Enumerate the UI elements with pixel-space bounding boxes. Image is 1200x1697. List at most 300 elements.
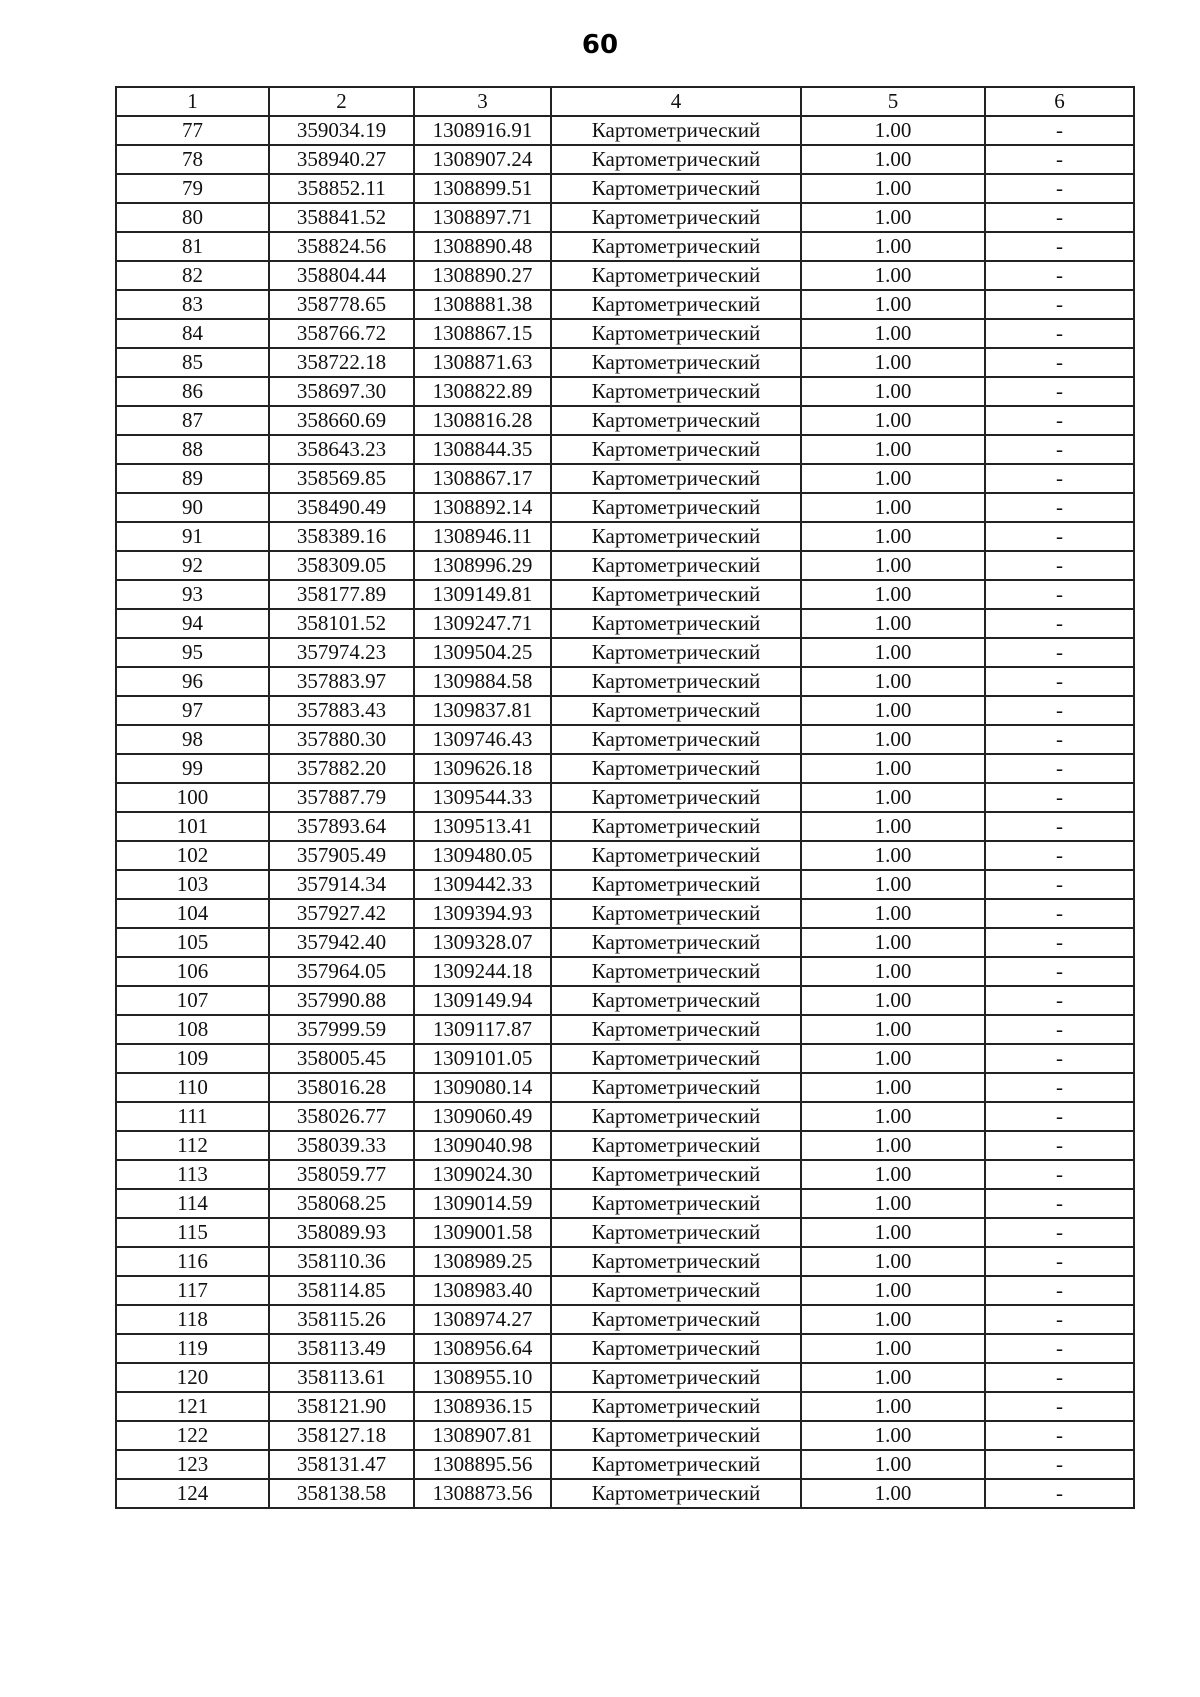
description-cell: - — [985, 1131, 1134, 1160]
point-number-cell: 83 — [116, 290, 269, 319]
y-coordinate-cell: 1308822.89 — [414, 377, 551, 406]
description-cell: - — [985, 1392, 1134, 1421]
accuracy-cell: 1.00 — [801, 1479, 985, 1508]
description-cell: - — [985, 290, 1134, 319]
table-row — [116, 1044, 1134, 1073]
method-cell: Картометрический — [551, 1218, 801, 1247]
y-coordinate-cell: 1308867.17 — [414, 464, 551, 493]
accuracy-cell: 1.00 — [801, 406, 985, 435]
point-number-cell: 98 — [116, 725, 269, 754]
table-row — [116, 696, 1134, 725]
y-coordinate-cell: 1309442.33 — [414, 870, 551, 899]
accuracy-cell: 1.00 — [801, 1363, 985, 1392]
description-cell: - — [985, 928, 1134, 957]
x-coordinate-cell: 358101.52 — [269, 609, 414, 638]
table-row — [116, 725, 1134, 754]
table-row — [116, 609, 1134, 638]
point-number-cell: 123 — [116, 1450, 269, 1479]
x-coordinate-cell: 358177.89 — [269, 580, 414, 609]
description-cell: - — [985, 1276, 1134, 1305]
point-number-cell: 96 — [116, 667, 269, 696]
description-cell: - — [985, 1073, 1134, 1102]
x-coordinate-cell: 358852.11 — [269, 174, 414, 203]
table-row — [116, 870, 1134, 899]
description-cell: - — [985, 841, 1134, 870]
x-coordinate-cell: 357905.49 — [269, 841, 414, 870]
column-header-5: 5 — [801, 87, 985, 116]
point-number-cell: 101 — [116, 812, 269, 841]
table-row — [116, 1334, 1134, 1363]
x-coordinate-cell: 358121.90 — [269, 1392, 414, 1421]
accuracy-cell: 1.00 — [801, 1334, 985, 1363]
description-cell: - — [985, 551, 1134, 580]
accuracy-cell: 1.00 — [801, 812, 985, 841]
description-cell: - — [985, 261, 1134, 290]
x-coordinate-cell: 357887.79 — [269, 783, 414, 812]
description-cell: - — [985, 754, 1134, 783]
y-coordinate-cell: 1309060.49 — [414, 1102, 551, 1131]
x-coordinate-cell: 358766.72 — [269, 319, 414, 348]
method-cell: Картометрический — [551, 348, 801, 377]
y-coordinate-cell: 1309247.71 — [414, 609, 551, 638]
point-number-cell: 90 — [116, 493, 269, 522]
accuracy-cell: 1.00 — [801, 1305, 985, 1334]
x-coordinate-cell: 357883.97 — [269, 667, 414, 696]
x-coordinate-cell: 358309.05 — [269, 551, 414, 580]
method-cell: Картометрический — [551, 1160, 801, 1189]
accuracy-cell: 1.00 — [801, 232, 985, 261]
point-number-cell: 114 — [116, 1189, 269, 1218]
y-coordinate-cell: 1309117.87 — [414, 1015, 551, 1044]
table-row — [116, 957, 1134, 986]
table-row — [116, 493, 1134, 522]
accuracy-cell: 1.00 — [801, 522, 985, 551]
x-coordinate-cell: 358016.28 — [269, 1073, 414, 1102]
x-coordinate-cell: 358697.30 — [269, 377, 414, 406]
point-number-cell: 92 — [116, 551, 269, 580]
point-number-cell: 112 — [116, 1131, 269, 1160]
description-cell: - — [985, 1334, 1134, 1363]
accuracy-cell: 1.00 — [801, 1102, 985, 1131]
accuracy-cell: 1.00 — [801, 928, 985, 957]
point-number-cell: 115 — [116, 1218, 269, 1247]
description-cell: - — [985, 986, 1134, 1015]
point-number-cell: 121 — [116, 1392, 269, 1421]
description-cell: - — [985, 464, 1134, 493]
x-coordinate-cell: 357999.59 — [269, 1015, 414, 1044]
accuracy-cell: 1.00 — [801, 1015, 985, 1044]
description-cell: - — [985, 232, 1134, 261]
point-number-cell: 113 — [116, 1160, 269, 1189]
description-cell: - — [985, 174, 1134, 203]
accuracy-cell: 1.00 — [801, 435, 985, 464]
method-cell: Картометрический — [551, 899, 801, 928]
accuracy-cell: 1.00 — [801, 899, 985, 928]
column-header-3: 3 — [414, 87, 551, 116]
table-row — [116, 406, 1134, 435]
description-cell: - — [985, 725, 1134, 754]
point-number-cell: 107 — [116, 986, 269, 1015]
point-number-cell: 119 — [116, 1334, 269, 1363]
description-cell: - — [985, 116, 1134, 145]
point-number-cell: 82 — [116, 261, 269, 290]
accuracy-cell: 1.00 — [801, 783, 985, 812]
column-header-2: 2 — [269, 87, 414, 116]
table-row — [116, 1479, 1134, 1508]
y-coordinate-cell: 1308873.56 — [414, 1479, 551, 1508]
column-header-1: 1 — [116, 87, 269, 116]
table-row — [116, 986, 1134, 1015]
description-cell: - — [985, 1450, 1134, 1479]
y-coordinate-cell: 1309480.05 — [414, 841, 551, 870]
description-cell: - — [985, 203, 1134, 232]
y-coordinate-cell: 1308895.56 — [414, 1450, 551, 1479]
accuracy-cell: 1.00 — [801, 319, 985, 348]
x-coordinate-cell: 357882.20 — [269, 754, 414, 783]
x-coordinate-cell: 358490.49 — [269, 493, 414, 522]
x-coordinate-cell: 357990.88 — [269, 986, 414, 1015]
x-coordinate-cell: 358059.77 — [269, 1160, 414, 1189]
accuracy-cell: 1.00 — [801, 1044, 985, 1073]
y-coordinate-cell: 1308974.27 — [414, 1305, 551, 1334]
y-coordinate-cell: 1309884.58 — [414, 667, 551, 696]
table-row — [116, 116, 1134, 145]
point-number-cell: 93 — [116, 580, 269, 609]
method-cell: Картометрический — [551, 1305, 801, 1334]
table-row — [116, 783, 1134, 812]
point-number-cell: 106 — [116, 957, 269, 986]
point-number-cell: 118 — [116, 1305, 269, 1334]
method-cell: Картометрический — [551, 232, 801, 261]
method-cell: Картометрический — [551, 493, 801, 522]
description-cell: - — [985, 145, 1134, 174]
description-cell: - — [985, 319, 1134, 348]
description-cell: - — [985, 1160, 1134, 1189]
accuracy-cell: 1.00 — [801, 1131, 985, 1160]
table-row — [116, 1189, 1134, 1218]
table-body — [116, 116, 1134, 1508]
x-coordinate-cell: 357883.43 — [269, 696, 414, 725]
accuracy-cell: 1.00 — [801, 725, 985, 754]
point-number-cell: 100 — [116, 783, 269, 812]
description-cell: - — [985, 1363, 1134, 1392]
x-coordinate-cell: 358026.77 — [269, 1102, 414, 1131]
y-coordinate-cell: 1308844.35 — [414, 435, 551, 464]
accuracy-cell: 1.00 — [801, 261, 985, 290]
y-coordinate-cell: 1309040.98 — [414, 1131, 551, 1160]
y-coordinate-cell: 1308983.40 — [414, 1276, 551, 1305]
x-coordinate-cell: 357914.34 — [269, 870, 414, 899]
point-number-cell: 108 — [116, 1015, 269, 1044]
y-coordinate-cell: 1309001.58 — [414, 1218, 551, 1247]
method-cell: Картометрический — [551, 1392, 801, 1421]
description-cell: - — [985, 522, 1134, 551]
table-row — [116, 1073, 1134, 1102]
point-number-cell: 89 — [116, 464, 269, 493]
accuracy-cell: 1.00 — [801, 1392, 985, 1421]
point-number-cell: 85 — [116, 348, 269, 377]
method-cell: Картометрический — [551, 696, 801, 725]
description-cell: - — [985, 1189, 1134, 1218]
description-cell: - — [985, 696, 1134, 725]
x-coordinate-cell: 358841.52 — [269, 203, 414, 232]
point-number-cell: 81 — [116, 232, 269, 261]
table-row — [116, 1131, 1134, 1160]
table-row — [116, 1015, 1134, 1044]
description-cell: - — [985, 580, 1134, 609]
description-cell: - — [985, 667, 1134, 696]
table-row — [116, 1392, 1134, 1421]
table-row — [116, 841, 1134, 870]
y-coordinate-cell: 1309149.94 — [414, 986, 551, 1015]
description-cell: - — [985, 493, 1134, 522]
method-cell: Картометрический — [551, 1334, 801, 1363]
accuracy-cell: 1.00 — [801, 493, 985, 522]
x-coordinate-cell: 358824.56 — [269, 232, 414, 261]
method-cell: Картометрический — [551, 203, 801, 232]
point-number-cell: 95 — [116, 638, 269, 667]
accuracy-cell: 1.00 — [801, 464, 985, 493]
x-coordinate-cell: 358005.45 — [269, 1044, 414, 1073]
description-cell: - — [985, 1218, 1134, 1247]
y-coordinate-cell: 1309024.30 — [414, 1160, 551, 1189]
table-row — [116, 667, 1134, 696]
column-header-4: 4 — [551, 87, 801, 116]
method-cell: Картометрический — [551, 377, 801, 406]
point-number-cell: 120 — [116, 1363, 269, 1392]
method-cell: Картометрический — [551, 928, 801, 957]
point-number-cell: 91 — [116, 522, 269, 551]
x-coordinate-cell: 358643.23 — [269, 435, 414, 464]
description-cell: - — [985, 406, 1134, 435]
point-number-cell: 116 — [116, 1247, 269, 1276]
description-cell: - — [985, 1305, 1134, 1334]
x-coordinate-cell: 358940.27 — [269, 145, 414, 174]
accuracy-cell: 1.00 — [801, 551, 985, 580]
description-cell: - — [985, 609, 1134, 638]
x-coordinate-cell: 358127.18 — [269, 1421, 414, 1450]
accuracy-cell: 1.00 — [801, 348, 985, 377]
method-cell: Картометрический — [551, 406, 801, 435]
method-cell: Картометрический — [551, 841, 801, 870]
x-coordinate-cell: 357964.05 — [269, 957, 414, 986]
method-cell: Картометрический — [551, 551, 801, 580]
y-coordinate-cell: 1308989.25 — [414, 1247, 551, 1276]
accuracy-cell: 1.00 — [801, 377, 985, 406]
accuracy-cell: 1.00 — [801, 145, 985, 174]
x-coordinate-cell: 358389.16 — [269, 522, 414, 551]
table-row — [116, 754, 1134, 783]
table-row — [116, 1102, 1134, 1131]
table-row — [116, 290, 1134, 319]
accuracy-cell: 1.00 — [801, 580, 985, 609]
accuracy-cell: 1.00 — [801, 1189, 985, 1218]
y-coordinate-cell: 1308916.91 — [414, 116, 551, 145]
y-coordinate-cell: 1308816.28 — [414, 406, 551, 435]
description-cell: - — [985, 348, 1134, 377]
method-cell: Картометрический — [551, 1131, 801, 1160]
x-coordinate-cell: 358131.47 — [269, 1450, 414, 1479]
table-row — [116, 1218, 1134, 1247]
accuracy-cell: 1.00 — [801, 638, 985, 667]
y-coordinate-cell: 1309504.25 — [414, 638, 551, 667]
table-header-row — [116, 87, 1134, 116]
description-cell: - — [985, 1102, 1134, 1131]
point-number-cell: 111 — [116, 1102, 269, 1131]
point-number-cell: 110 — [116, 1073, 269, 1102]
method-cell: Картометрический — [551, 1102, 801, 1131]
y-coordinate-cell: 1309149.81 — [414, 580, 551, 609]
method-cell: Картометрический — [551, 1073, 801, 1102]
accuracy-cell: 1.00 — [801, 870, 985, 899]
table-row — [116, 203, 1134, 232]
column-header-6: 6 — [985, 87, 1134, 116]
method-cell: Картометрический — [551, 1276, 801, 1305]
method-cell: Картометрический — [551, 319, 801, 348]
y-coordinate-cell: 1308946.11 — [414, 522, 551, 551]
x-coordinate-cell: 358110.36 — [269, 1247, 414, 1276]
accuracy-cell: 1.00 — [801, 667, 985, 696]
method-cell: Картометрический — [551, 783, 801, 812]
method-cell: Картометрический — [551, 435, 801, 464]
accuracy-cell: 1.00 — [801, 957, 985, 986]
accuracy-cell: 1.00 — [801, 609, 985, 638]
y-coordinate-cell: 1309513.41 — [414, 812, 551, 841]
method-cell: Картометрический — [551, 1015, 801, 1044]
y-coordinate-cell: 1308907.24 — [414, 145, 551, 174]
method-cell: Картометрический — [551, 290, 801, 319]
x-coordinate-cell: 358804.44 — [269, 261, 414, 290]
table-row — [116, 928, 1134, 957]
y-coordinate-cell: 1309101.05 — [414, 1044, 551, 1073]
description-cell: - — [985, 1479, 1134, 1508]
point-number-cell: 80 — [116, 203, 269, 232]
y-coordinate-cell: 1309394.93 — [414, 899, 551, 928]
x-coordinate-cell: 357893.64 — [269, 812, 414, 841]
table-row — [116, 1247, 1134, 1276]
method-cell: Картометрический — [551, 261, 801, 290]
table-row — [116, 580, 1134, 609]
description-cell: - — [985, 870, 1134, 899]
point-number-cell: 78 — [116, 145, 269, 174]
y-coordinate-cell: 1309080.14 — [414, 1073, 551, 1102]
method-cell: Картометрический — [551, 609, 801, 638]
table-row — [116, 377, 1134, 406]
table-row — [116, 522, 1134, 551]
y-coordinate-cell: 1309626.18 — [414, 754, 551, 783]
y-coordinate-cell: 1309837.81 — [414, 696, 551, 725]
table-row — [116, 899, 1134, 928]
description-cell: - — [985, 812, 1134, 841]
x-coordinate-cell: 358722.18 — [269, 348, 414, 377]
y-coordinate-cell: 1308996.29 — [414, 551, 551, 580]
description-cell: - — [985, 899, 1134, 928]
table-row — [116, 1363, 1134, 1392]
table-row — [116, 1276, 1134, 1305]
x-coordinate-cell: 358569.85 — [269, 464, 414, 493]
table-row — [116, 464, 1134, 493]
accuracy-cell: 1.00 — [801, 1450, 985, 1479]
coordinates-table — [115, 86, 1135, 1509]
table-row — [116, 232, 1134, 261]
x-coordinate-cell: 358778.65 — [269, 290, 414, 319]
method-cell: Картометрический — [551, 725, 801, 754]
description-cell: - — [985, 377, 1134, 406]
table-row — [116, 261, 1134, 290]
x-coordinate-cell: 357974.23 — [269, 638, 414, 667]
accuracy-cell: 1.00 — [801, 1218, 985, 1247]
method-cell: Картометрический — [551, 986, 801, 1015]
table-row — [116, 1305, 1134, 1334]
accuracy-cell: 1.00 — [801, 174, 985, 203]
table-row — [116, 1160, 1134, 1189]
accuracy-cell: 1.00 — [801, 116, 985, 145]
description-cell: - — [985, 1044, 1134, 1073]
method-cell: Картометрический — [551, 1044, 801, 1073]
table-row — [116, 435, 1134, 464]
accuracy-cell: 1.00 — [801, 1421, 985, 1450]
table-row — [116, 1450, 1134, 1479]
point-number-cell: 102 — [116, 841, 269, 870]
accuracy-cell: 1.00 — [801, 841, 985, 870]
table-row — [116, 348, 1134, 377]
point-number-cell: 109 — [116, 1044, 269, 1073]
page-number: 60 — [581, 30, 619, 60]
point-number-cell: 122 — [116, 1421, 269, 1450]
point-number-cell: 103 — [116, 870, 269, 899]
method-cell: Картометрический — [551, 1247, 801, 1276]
point-number-cell: 87 — [116, 406, 269, 435]
method-cell: Картометрический — [551, 174, 801, 203]
y-coordinate-cell: 1308890.48 — [414, 232, 551, 261]
x-coordinate-cell: 357927.42 — [269, 899, 414, 928]
method-cell: Картометрический — [551, 522, 801, 551]
accuracy-cell: 1.00 — [801, 1276, 985, 1305]
method-cell: Картометрический — [551, 957, 801, 986]
method-cell: Картометрический — [551, 1189, 801, 1218]
method-cell: Картометрический — [551, 1421, 801, 1450]
table-row — [116, 319, 1134, 348]
x-coordinate-cell: 357942.40 — [269, 928, 414, 957]
table-row — [116, 174, 1134, 203]
accuracy-cell: 1.00 — [801, 1160, 985, 1189]
point-number-cell: 117 — [116, 1276, 269, 1305]
accuracy-cell: 1.00 — [801, 1247, 985, 1276]
description-cell: - — [985, 957, 1134, 986]
x-coordinate-cell: 358114.85 — [269, 1276, 414, 1305]
point-number-cell: 105 — [116, 928, 269, 957]
point-number-cell: 124 — [116, 1479, 269, 1508]
description-cell: - — [985, 638, 1134, 667]
y-coordinate-cell: 1308956.64 — [414, 1334, 551, 1363]
method-cell: Картометрический — [551, 116, 801, 145]
method-cell: Картометрический — [551, 667, 801, 696]
y-coordinate-cell: 1308881.38 — [414, 290, 551, 319]
x-coordinate-cell: 358660.69 — [269, 406, 414, 435]
description-cell: - — [985, 1421, 1134, 1450]
method-cell: Картометрический — [551, 1450, 801, 1479]
y-coordinate-cell: 1309544.33 — [414, 783, 551, 812]
method-cell: Картометрический — [551, 580, 801, 609]
x-coordinate-cell: 359034.19 — [269, 116, 414, 145]
point-number-cell: 84 — [116, 319, 269, 348]
accuracy-cell: 1.00 — [801, 696, 985, 725]
description-cell: - — [985, 1247, 1134, 1276]
point-number-cell: 77 — [116, 116, 269, 145]
description-cell: - — [985, 783, 1134, 812]
point-number-cell: 86 — [116, 377, 269, 406]
table-row — [116, 551, 1134, 580]
